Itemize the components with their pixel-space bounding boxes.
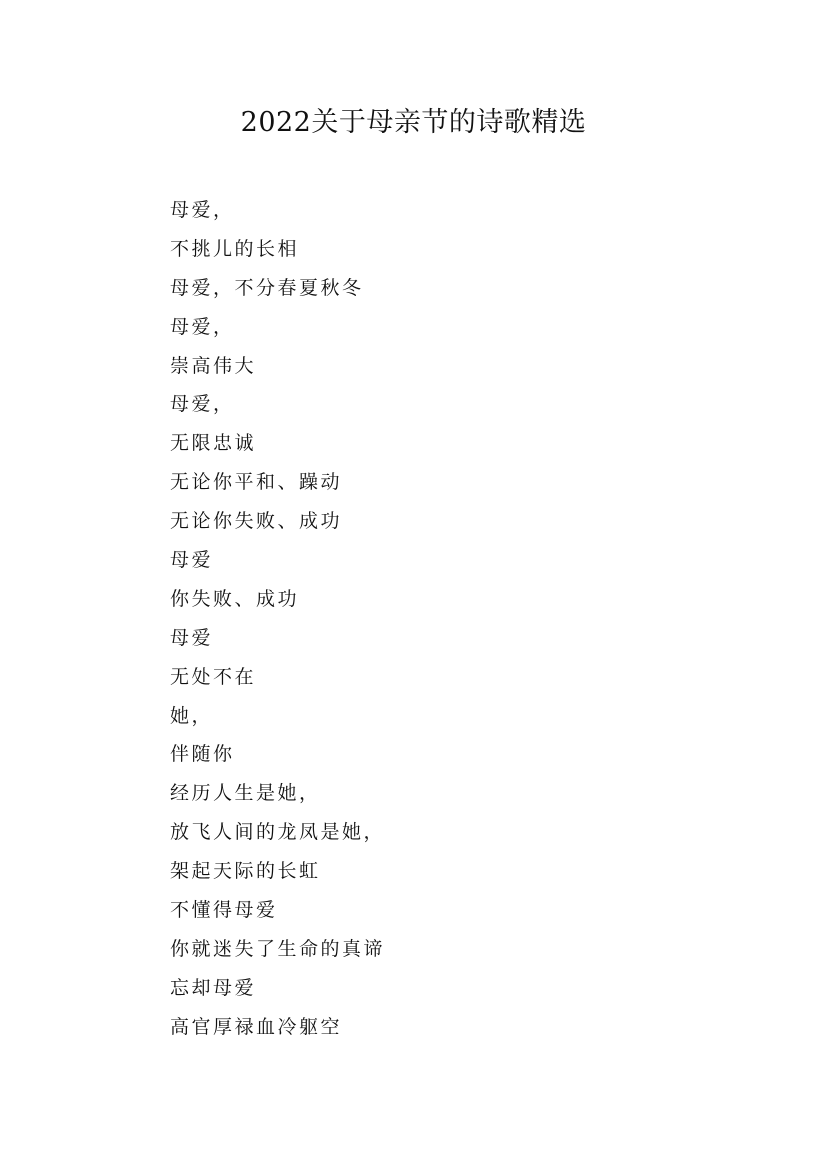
- poem-line: 母爱，: [170, 315, 235, 338]
- poem-line: 崇高伟大: [170, 354, 257, 377]
- poem-line: 母爱: [170, 549, 214, 572]
- poem-line: 忘却母爱: [170, 976, 257, 999]
- poem-line: 母爱，: [170, 393, 235, 416]
- poem-line: 经历人生是她，: [170, 782, 321, 805]
- poem-line: 你失败、成功: [170, 587, 300, 610]
- poem-body: [170, 191, 730, 1047]
- poem-line: 放飞人间的龙凤是她，: [170, 821, 386, 844]
- poem-line: 母爱，不分春夏秋冬: [170, 276, 364, 299]
- poem-line: 伴随你: [170, 743, 235, 766]
- poem-line: 母爱，: [170, 199, 235, 221]
- poem-line: 架起天际的长虹: [170, 860, 321, 883]
- poem-line: 无论你失败、成功: [170, 510, 343, 533]
- poem-line: 她，: [170, 704, 214, 727]
- poem-line: 高官厚禄血冷躯空: [170, 1015, 343, 1038]
- poem-line: 无处不在: [170, 665, 257, 688]
- poem-line: 不懂得母爱: [170, 899, 278, 922]
- poem-line: 你就迷失了生命的真谛: [170, 937, 386, 960]
- poem-line: 无限忠诚: [170, 432, 257, 455]
- document-title: 2022关于母亲节的诗歌精选: [240, 107, 587, 138]
- poem-line: 母爱: [170, 626, 214, 649]
- poem-line: 无论你平和、躁动: [170, 471, 343, 494]
- poem-line: 不挑儿的长相: [170, 237, 300, 260]
